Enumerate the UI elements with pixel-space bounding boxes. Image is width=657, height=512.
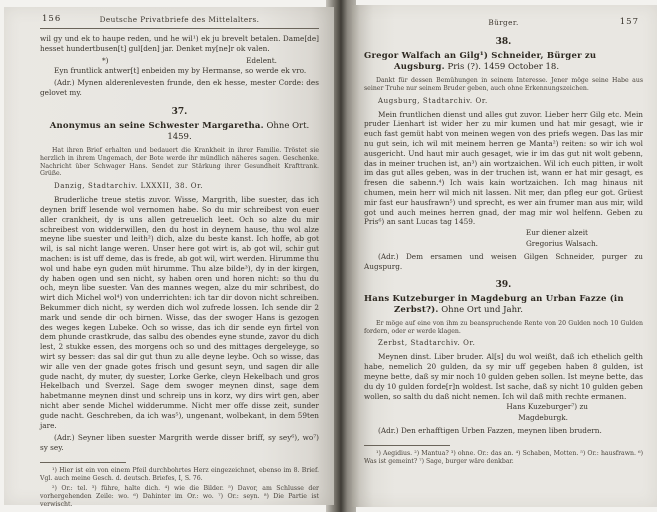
- letter-36-address: (Adr.) Mynen alderenlevesten frunde, den ek hesse, mester Corde: des gelovet my.: [40, 78, 319, 98]
- letter-36-signature: Edelent.: [246, 55, 277, 65]
- letter-39-body: Meynen dinst. Liber bruder. Al[s] du wol weißt, daß ich ethelich gelth habe, nemelich 20 gulden, da sy mir uff gegeben haben 8 gulden, ist meyne bette, daß sy mir noch 10 gulden geben sollen. Ist meyne bette, das du dy 10 gulden forde[r]n woldest. Ist sache, daß sy nicht 10 gulden geben wollen, so salth du daß nicht nemen. Ich wil daß mith rechte ermanen.: [364, 352, 643, 401]
- letter-37-title-date: Ohne Ort. 1459.: [167, 120, 310, 142]
- letter-38-summary: Dankt für dessen Bemühungen in seinem Interesse. Jener möge seine Habe aus seiner Truhe nur seinem Bruder geben, auch ohne Erkennungszeichen.: [364, 77, 643, 92]
- page-number-right: 157: [619, 17, 639, 27]
- running-head-title-right: Bürger.: [488, 18, 519, 27]
- letter-37-source: Danzig, Stadtarchiv. LXXXII, 38. Or.: [54, 182, 204, 191]
- letter-39-number: 39.: [495, 279, 512, 290]
- footnote-asterisk-mark: *): [102, 55, 109, 65]
- letter-37-summary: Hat ihren Brief erhalten und bedauert die Krankheit in ihrer Familie. Tröstet sie herzlich in ihrem Ungemach, der Bote werde ihr mündlich näheres sagen. Geschenke. Nachricht über Schwager Hans. Sendet zur Stärkung ihrer Gesundheit Krafttrank. Grüße.: [40, 146, 319, 178]
- page-left-156: [4, 7, 334, 508]
- letter-38-title: [364, 51, 643, 73]
- letter-39-signature-line-1: Hans Kuzeburger⁷) zu: [506, 402, 588, 412]
- letter-36-continuation: wil gy und ek to haupe reden, und he wil¹) ek ju brevelt betalen. Dame[de] hesset hundertbusen[t] gul[den] jar. Denket my[ne]r ok valen.: [40, 34, 319, 53]
- letter-38-signature-line-2: Gregorius Walsach.: [525, 239, 598, 249]
- footnote-left-2: ²) Or.: tel. ³) führe, halte dich. ⁴) wie die Bilder. ⁵) Davor, am Schlusse der vorhergehenden Zeile: wo. ⁶) Dahinter im Or.: wo. ⁷) Or.: seyn. ⁸) Die Partie ist verwischt.: [40, 484, 319, 508]
- letter-37-address: (Adr.) Seyner liben suester Margrith werde disser briff, sy sey⁶), wo⁷) sy sey.: [40, 433, 319, 453]
- footnote-rule-right: [364, 445, 450, 446]
- letter-37-body: Bruderliche treue stetis zuvor. Wisse, Margrith, libe suester, das ich deynen briff lesende wol vernomen habe. So du mir schreibest von euer aller crankheit, dy is uns allen getreuelich leet. Och so alze du mir schreibest von widderwillen, den du host in deynem hause, thu wol alze meyne libe suester und leith²) dich, alze du beste kanst. Ich hoffe, ab got wil, is sal nicht lange weren. Unser here got wirt is, ab got wil, schir gut machen: is ist uff deme, das is frede, ab got wil, wirt werden. Hirumme thu wol und habe eyn guden müt hirumme. Thu alze bilde³), dy in der kirgen, dy haben ogen und sen nicht, sy haben oren und horen nicht: so thu du och, meyn libe suester. Van des mannes wegen, alze du mir schribest, do wirt dich Michel wol⁴) von underrichten: ich tar dir dovon nicht schreiben. Bekummer dich nicht, sy werden dich wol zufrede lossen. Ich sende dir 2 mark und sende dir och birnen. Wisse, das der swoger Hans is gezogen des weges kegen Lubeke. Och so wisse, das ich dir sende eyn firtel von dem phunde crastkrude, das salbu des obendes eyne stunde, zavor du dich lest, 2 stukke essen, des morgens och so und des mittages dergeleyge, so wirt sy besser: das sal dir gut thun zu alle deyne leybe. Och so wisse, das wir alle ven der gnade gotes frisch und gesunt seyn, und sagen dir alle gude nacht, dy muter, dy suester, Lorke Gerke, cleyn Hekelbach und gros Hekelbach und Sverzel. Sage dem swoger meynen dinst, sage dem habetmanne meynen dinst und schreip uns in korz, wy dirs wirt gen, aber nicht aber sende Michel widderumme. Nicht mer offe disse zeit, sunder gude nacht. Geschreben, da ich was⁵), ungenant, wolbekant, in dem 59ten jare.: [40, 195, 319, 430]
- letter-39-address: (Adr.) Den erhafftigen Urben Fazzen, meynen liben brudern.: [378, 426, 602, 436]
- running-head-title-left: Deutsche Privatbriefe des Mittelalters.: [99, 15, 260, 24]
- letter-39-signature-line-2: Magdeburgk.: [518, 413, 568, 423]
- letter-38-body: Mein fruntlichen dienst und alles gut zuvor. Lieber herr Gilg etc. Mein pruder Lienhart ist wider her zu mir kumen und hat mir gesagt, wie ir euch fast gemüt habt von meinen wegen von des priefs wegen. Das las mir nu gut sein, ich wil mit meinem herren ge Manta²) reiten: so wir ich wol ausgericht. Und haut mir auch gesaget, wie ir im das gut nit wolt gebenn, das in meiner truchen ist, an³) ain wortzaichen. Wil ich euch pitten, ir wolt im das gut alles geben, was in der truchen ist, wann er hat mir gesagt, es fresen die sabenn.⁴) Ich wais kain wortzaichen. Ich mag hinaus nit chumen, mein herr wil mich nit lassen. Nit mer, dan pfleg eur got. Grüest mir fast eur hausfrawn⁵) und sprecht, es wer ain frumer man aus mir, wild got und auch meines herren gnad, der mag mir wol helfenn. Geben zu Pris⁶) an sant Lucas tag 1459.: [364, 109, 643, 227]
- letter-38-title-date: Pris (?). 1459 October 18.: [447, 62, 560, 72]
- letter-38-title-name: Gregor Walfach an Gilg¹) Schneider, Bürger zu Augsburg.: [364, 51, 597, 72]
- letter-39-source: Zerbst, Stadtarchiv. Or.: [378, 339, 476, 348]
- letter-38-address: (Adr.) Dem ersamen und weisen Gilgen Schneider, purger zu Augspurg.: [364, 252, 643, 271]
- letter-37-title-name: Anonymus an seine Schwester Margaretha.: [49, 120, 264, 131]
- running-header-left: [40, 14, 319, 25]
- footnote-left-1: ¹) Hier ist ein von einem Pfeil durchbohrtes Herz eingezeichnet, ebenso im 8. Brief. Vgl. auch meine Gesch. d. deutsch. Briefes, I, S. 76.: [40, 466, 319, 482]
- letter-38-signature-line-1: Eur diener alzeit: [525, 228, 588, 238]
- running-header-right: [364, 17, 643, 28]
- letter-36-signature-row: [40, 55, 319, 66]
- letter-39-title-name: Hans Kutzeburger in Magdeburg an Urban Fazze (in Zerbst?).: [364, 293, 624, 315]
- header-rule-left: [40, 28, 319, 29]
- letter-39-title: [364, 294, 643, 316]
- page-number-left: 156: [42, 14, 62, 24]
- page-right-157: [352, 5, 657, 507]
- letter-38-number: 38.: [495, 37, 512, 47]
- letter-37-title: [40, 121, 319, 143]
- letter-36-closing-line: Eyn fruntlick antwer[t] enbeiden my by Hermanse, so werde ek vro.: [54, 65, 307, 75]
- letter-39-summary: Er möge auf eine von ihm zu beanspruchende Rente von 20 Gulden noch 10 Gulden fordern, oder er werde klagen.: [364, 319, 643, 335]
- footnote-rule-left: [40, 462, 126, 463]
- letter-39-title-date: Ohne Ort und Jahr.: [441, 304, 523, 315]
- letter-38-source: Augsburg, Stadtarchiv. Or.: [378, 96, 488, 105]
- letter-37-number: 37.: [171, 106, 188, 117]
- footnote-right-1: ¹) Aegidius. ²) Mantua? ³) ohne. Or.: das an. ⁴) Schaben, Motten. ⁵) Or.: hausfrawn. ⁶) Was ist gemeint? ⁷) Sage, burger wäre denkbar.: [364, 450, 643, 466]
